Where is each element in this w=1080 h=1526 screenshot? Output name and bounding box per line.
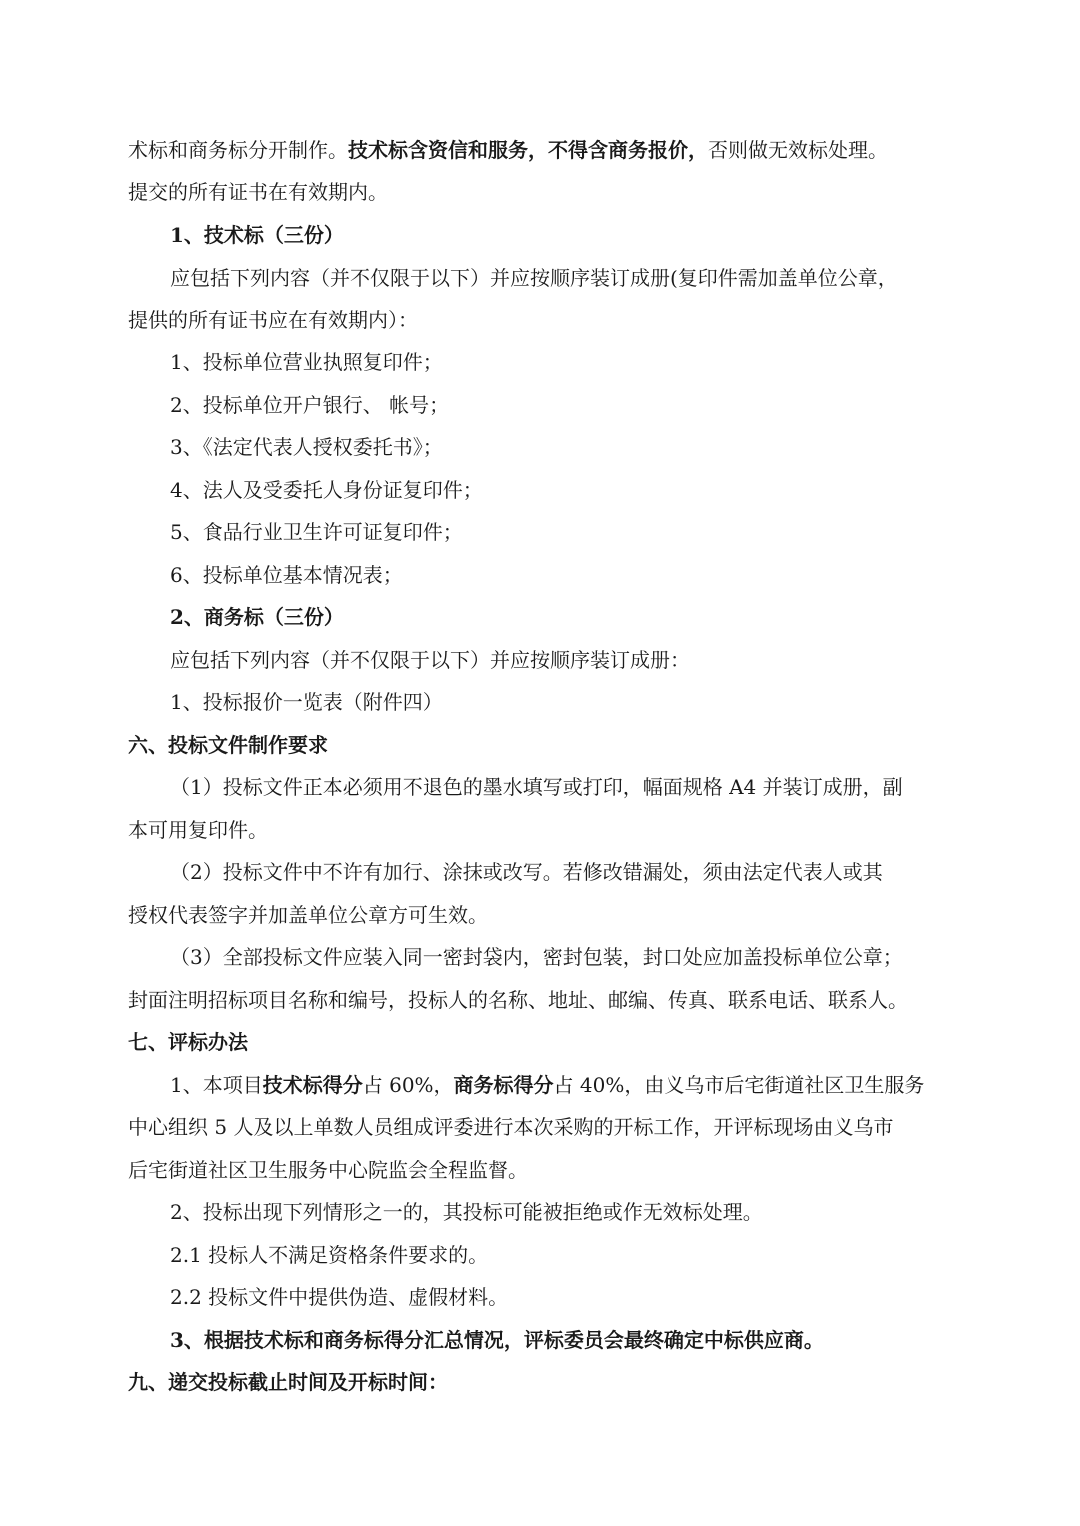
section-7-p3: 3、根据技术标和商务标得分汇总情况，评标委员会最终确定中标供应商。 [170, 1328, 824, 1352]
section-6-p1-line-1: （1）投标文件正本必须用不退色的墨水填写或打印，幅面规格 A4 并装订成册，副 [170, 775, 903, 799]
intro-text-bold: 技术标含资信和服务，不得含商务报价， [348, 138, 708, 162]
section-7-p1-text-c: 占 60%， [362, 1073, 454, 1097]
section-6-p1-line-2: 本可用复印件。 [128, 818, 268, 842]
intro-line-1 [128, 135, 888, 165]
section-7-p1-text-a: 1、本项目 [170, 1073, 263, 1097]
commercial-heading: 2、商务标（三份） [170, 605, 344, 629]
commercial-desc: 应包括下列内容（并不仅限于以下）并应按顺序装订成册： [170, 648, 690, 672]
section-7-p1-line-3: 后宅街道社区卫生服务中心院监会全程监督。 [128, 1158, 528, 1182]
section-7-p1-text-e: 占 40%，由义乌市后宅街道社区卫生服务 [553, 1073, 925, 1097]
technical-item-4: 4、法人及受委托人身份证复印件； [170, 478, 483, 502]
intro-line-2: 提交的所有证书在有效期内。 [128, 180, 388, 204]
section-7-p2-1: 2.1 投标人不满足资格条件要求的。 [170, 1243, 489, 1267]
section-6-heading: 六、投标文件制作要求 [128, 733, 328, 757]
section-6-p3-line-2: 封面注明招标项目名称和编号，投标人的名称、地址、邮编、传真、联系电话、联系人。 [128, 988, 908, 1012]
section-7-p2-2: 2.2 投标文件中提供伪造、虚假材料。 [170, 1285, 509, 1309]
technical-item-1: 1、投标单位营业执照复印件； [170, 350, 443, 374]
technical-item-2: 2、投标单位开户银行、 帐号； [170, 393, 450, 417]
commercial-item-1: 1、投标报价一览表（附件四） [170, 690, 443, 714]
section-6-p2-line-2: 授权代表签字并加盖单位公章方可生效。 [128, 903, 488, 927]
technical-desc-line-2: 提供的所有证书应在有效期内）： [128, 308, 418, 332]
section-7-p1-commercial-score: 商务标得分 [453, 1073, 554, 1097]
section-7-p1-line-1 [170, 1070, 924, 1100]
technical-item-6: 6、投标单位基本情况表； [170, 563, 403, 587]
section-6-p2-line-1: （2）投标文件中不许有加行、涂抹或改写。若修改错漏处，须由法定代表人或其 [170, 860, 883, 884]
technical-heading: 1、技术标（三份） [170, 223, 344, 247]
section-7-p1-line-2: 中心组织 5 人及以上单数人员组成评委进行本次采购的开标工作，开评标现场由义乌市 [128, 1115, 894, 1139]
section-7-heading: 七、评标办法 [128, 1030, 248, 1054]
section-7-p2: 2、投标出现下列情形之一的，其投标可能被拒绝或作无效标处理。 [170, 1200, 763, 1224]
technical-item-5: 5、食品行业卫生许可证复印件； [170, 520, 463, 544]
technical-desc-line-1: 应包括下列内容（并不仅限于以下）并应按顺序装订成册(复印件需加盖单位公章， [170, 266, 898, 290]
intro-text-c: 否则做无效标处理。 [708, 138, 888, 162]
section-6-p3-line-1: （3）全部投标文件应装入同一密封袋内，密封包装，封口处应加盖投标单位公章； [170, 945, 903, 969]
section-9-heading: 九、递交投标截止时间及开标时间： [128, 1370, 448, 1394]
section-7-p1-technical-score: 技术标得分 [262, 1073, 363, 1097]
technical-item-3: 3、《法定代表人授权委托书》； [170, 435, 443, 459]
intro-text-a: 术标和商务标分开制作。 [128, 138, 348, 162]
